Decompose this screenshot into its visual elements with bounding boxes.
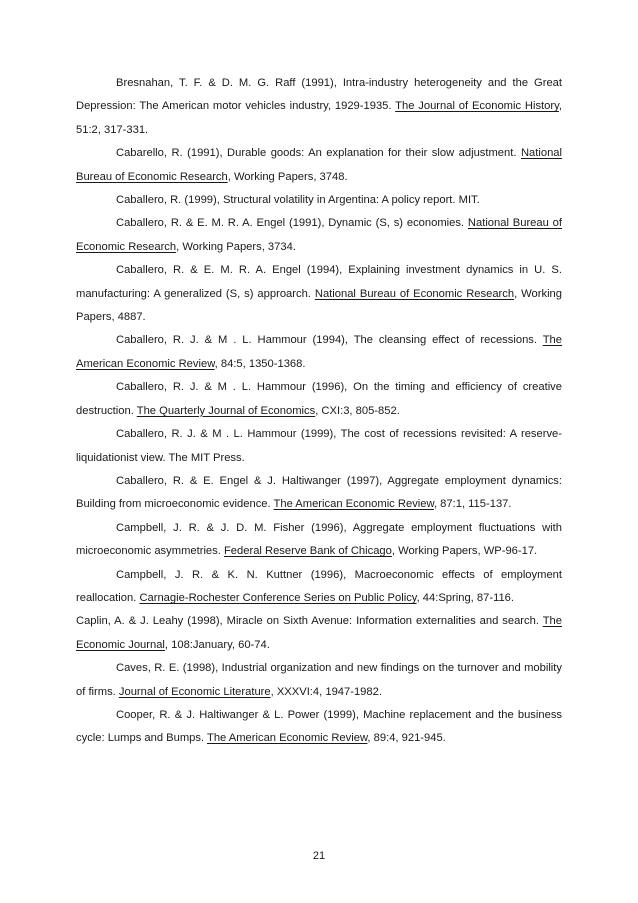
reference-source-title: National Bureau of Economic Research: [314, 287, 515, 300]
reference-text: Caballero, R. J. & M . L. Hammour (1996), On the timing and efficiency of creative destruction.: [76, 381, 562, 417]
page-number: 21: [312, 850, 326, 862]
reference-details: , 89:4, 921-945.: [367, 732, 446, 745]
reference-source-title: The Quarterly Journal of Economics: [136, 404, 316, 417]
reference-text: Bresnahan, T. F. & D. M. G. Raff (1991), Intra-industry heterogeneity and the Great Depression: The American motor vehicles industry, 1929-1935.: [76, 77, 562, 113]
reference-source-title: The American Economic Review: [76, 334, 562, 370]
reference-entry: [76, 329, 562, 376]
reference-details: , 87:1, 115-137.: [433, 498, 512, 511]
reference-text: Caballero, R. (1999), Structural volatility in Argentina: A policy report. MIT.: [116, 194, 480, 207]
reference-entry: [76, 564, 562, 611]
reference-entry: [76, 72, 562, 142]
reference-entry: [76, 142, 562, 189]
reference-text: Campbell, J. R. & K. N. Kuttner (1996), Macroeconomic effects of employment reallocation.: [76, 568, 562, 604]
reference-source-title: Journal of Economic Literature: [118, 685, 271, 698]
reference-entry: [76, 704, 562, 751]
reference-source-title: The Economic Journal: [76, 615, 562, 651]
reference-details: , 51:2, 317-331.: [76, 100, 562, 136]
reference-details: , XXXVI:4, 1947-1982.: [270, 685, 382, 698]
reference-details: , Working Papers, WP-96-17.: [391, 545, 538, 558]
reference-source-title: The American Economic Review: [207, 732, 368, 745]
reference-entry: [76, 376, 562, 423]
reference-entry: [76, 259, 562, 329]
reference-details: , 84:5, 1350-1368.: [214, 357, 306, 370]
reference-text: Caballero, R. & E. M. R. A. Engel (1994), Explaining investment dynamics in U. S. manufacturing: A generalized (S, s) approarch.: [76, 264, 562, 300]
reference-source-title: Federal Reserve Bank of Chicago: [223, 545, 392, 558]
reference-source-title: National Bureau of Economic Research: [76, 217, 563, 253]
reference-details: , 108:January, 60-74.: [164, 638, 270, 651]
reference-text: Cooper, R. & J. Haltiwanger & L. Power (1999), Machine replacement and the business cycle: Lumps and Bumps.: [76, 708, 562, 745]
reference-source-title: Carnagie-Rochester Conference Series on Public Policy: [139, 591, 417, 604]
reference-details: , Working Papers, 3748.: [227, 170, 348, 183]
reference-entry: [76, 610, 562, 657]
reference-source-title: National Bureau of Economic Research: [76, 147, 562, 183]
reference-entry: [76, 212, 562, 259]
reference-text: Caballero, R. & E. Engel & J. Haltiwanger (1997), Aggregate employment dynamics: Building from microeconomic evidence.: [76, 474, 562, 511]
reference-text: Caballero, R. J. & M . L. Hammour (1994), The cleansing effect of recessions.: [116, 334, 543, 347]
reference-entry: [76, 189, 562, 212]
reference-details: , Working Papers, 3734.: [176, 240, 296, 253]
reference-details: , Working Papers, 4887.: [76, 287, 562, 324]
reference-text: Caplin, A. & J. Leahy (1998), Miracle on Sixth Avenue: Information externalities and search.: [76, 615, 543, 628]
reference-text: Caballero, R. J. & M . L. Hammour (1999), The cost of recessions revisited: A reserve-liquidationist view. The MIT Press.: [76, 428, 562, 464]
reference-entry: [76, 517, 562, 564]
reference-text: Caballero, R. & E. M. R. A. Engel (1991), Dynamic (S, s) economies.: [116, 217, 468, 230]
reference-entry: [76, 470, 562, 517]
reference-details: , CXI:3, 805-852.: [315, 404, 400, 417]
reference-text: Caves, R. E. (1998), Industrial organization and new findings on the turnover and mobility of firms.: [76, 662, 562, 698]
reference-entry: [76, 423, 562, 470]
reference-entry: [76, 657, 562, 704]
reference-source-title: The American Economic Review: [273, 498, 434, 511]
reference-details: , 44:Spring, 87-116.: [416, 591, 515, 604]
reference-source-title: The Journal of Economic History: [395, 100, 559, 113]
reference-list: [76, 72, 562, 751]
reference-text: Cabarello, R. (1991), Durable goods: An explanation for their slow adjustment.: [116, 147, 521, 160]
reference-text: Campbell, J. R. & J. D. M. Fisher (1996), Aggregate employment fluctuations with microeconomic asymmetries.: [76, 521, 562, 558]
